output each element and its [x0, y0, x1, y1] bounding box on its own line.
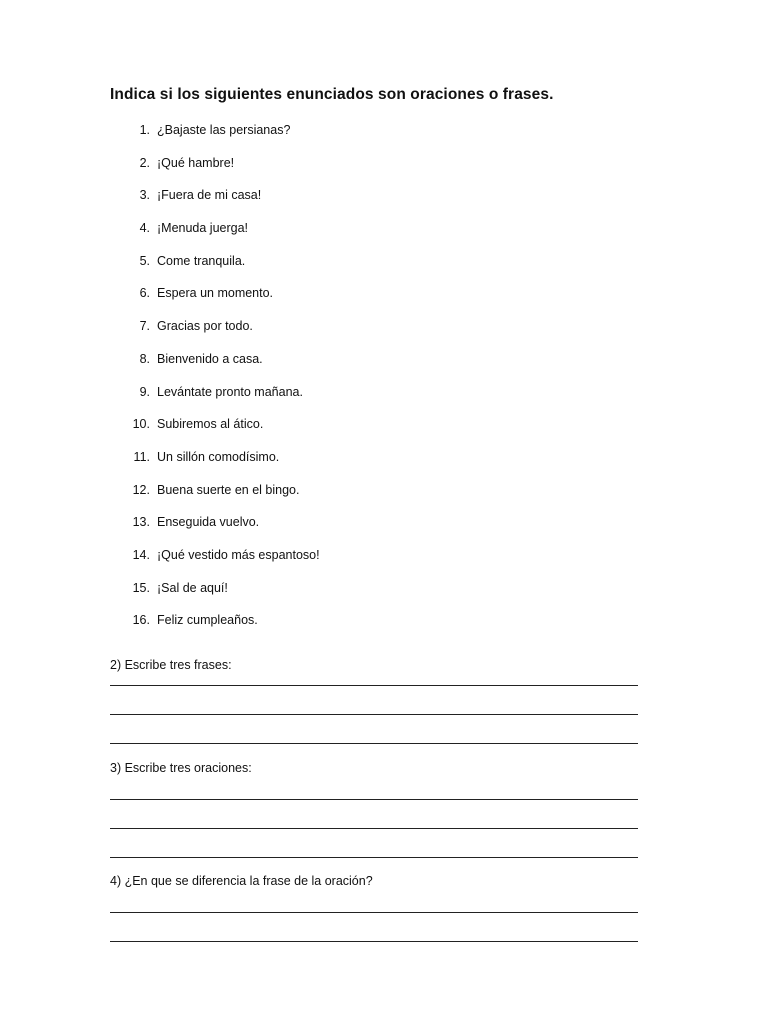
item-text: Subiremos al ático. — [157, 417, 264, 432]
item-number: 2. — [139, 155, 150, 170]
list-item — [0, 547, 768, 580]
item-number: 9. — [139, 384, 150, 399]
item-text: ¡Sal de aquí! — [157, 580, 228, 595]
item-number: 14. — [132, 547, 150, 562]
item-number: 15. — [132, 580, 150, 595]
item-text: Levántate pronto mañana. — [157, 384, 303, 399]
item-number: 5. — [139, 253, 150, 268]
item-number: 11. — [133, 449, 150, 464]
answer-line[interactable] — [110, 941, 638, 942]
section-write-phrases — [110, 657, 640, 744]
item-number: 10. — [132, 417, 150, 432]
item-number: 4. — [139, 221, 150, 236]
section-heading: 3) Escribe tres oraciones: — [110, 761, 252, 775]
item-number: 13. — [132, 515, 150, 530]
item-number: 1. — [139, 123, 150, 137]
item-number: 7. — [139, 319, 150, 334]
list-item — [0, 351, 768, 384]
list-item — [0, 612, 768, 645]
section-heading: 4) ¿En que se diferencia la frase de la oración? — [110, 874, 373, 888]
item-number: 6. — [139, 286, 150, 301]
item-number: 12. — [132, 482, 150, 497]
item-text: ¿Bajaste las persianas? — [157, 123, 291, 137]
list-item — [0, 384, 768, 417]
list-item — [0, 416, 768, 449]
answer-line[interactable] — [110, 828, 638, 829]
item-text: Come tranquila. — [157, 253, 246, 268]
list-item — [0, 220, 768, 253]
item-number: 3. — [139, 188, 150, 203]
section-write-sentences — [110, 760, 640, 858]
item-text: Buena suerte en el bingo. — [157, 482, 300, 497]
item-text: ¡Qué vestido más espantoso! — [157, 547, 320, 562]
worksheet-title: Indica si los siguientes enunciados son oraciones o frases. — [110, 86, 554, 103]
section-heading: 2) Escribe tres frases: — [110, 658, 232, 672]
answer-line[interactable] — [110, 743, 638, 744]
answer-line[interactable] — [110, 857, 638, 858]
list-item — [0, 155, 768, 188]
list-item — [0, 449, 768, 482]
answer-line[interactable] — [110, 799, 638, 800]
answer-line[interactable] — [110, 912, 638, 913]
item-text: Un sillón comodísimo. — [157, 449, 280, 464]
item-number: 16. — [132, 613, 150, 628]
item-text: Espera un momento. — [157, 286, 274, 301]
list-item — [0, 514, 768, 547]
item-text: Enseguida vuelvo. — [157, 515, 260, 530]
item-text: Feliz cumpleaños. — [157, 613, 258, 628]
item-text: ¡Qué hambre! — [157, 155, 235, 170]
list-item — [0, 580, 768, 613]
list-item — [0, 482, 768, 515]
statement-list — [0, 122, 768, 645]
item-text: Bienvenido a casa. — [157, 351, 263, 366]
list-item — [0, 122, 768, 155]
answer-line[interactable] — [110, 685, 638, 686]
answer-line[interactable] — [110, 714, 638, 715]
list-item — [0, 187, 768, 220]
item-text: ¡Fuera de mi casa! — [157, 188, 262, 203]
list-item — [0, 318, 768, 351]
item-number: 8. — [139, 351, 150, 366]
list-item — [0, 285, 768, 318]
section-difference-question — [110, 873, 640, 942]
item-text: ¡Menuda juerga! — [157, 221, 249, 236]
item-text: Gracias por todo. — [157, 319, 253, 334]
list-item — [0, 253, 768, 286]
